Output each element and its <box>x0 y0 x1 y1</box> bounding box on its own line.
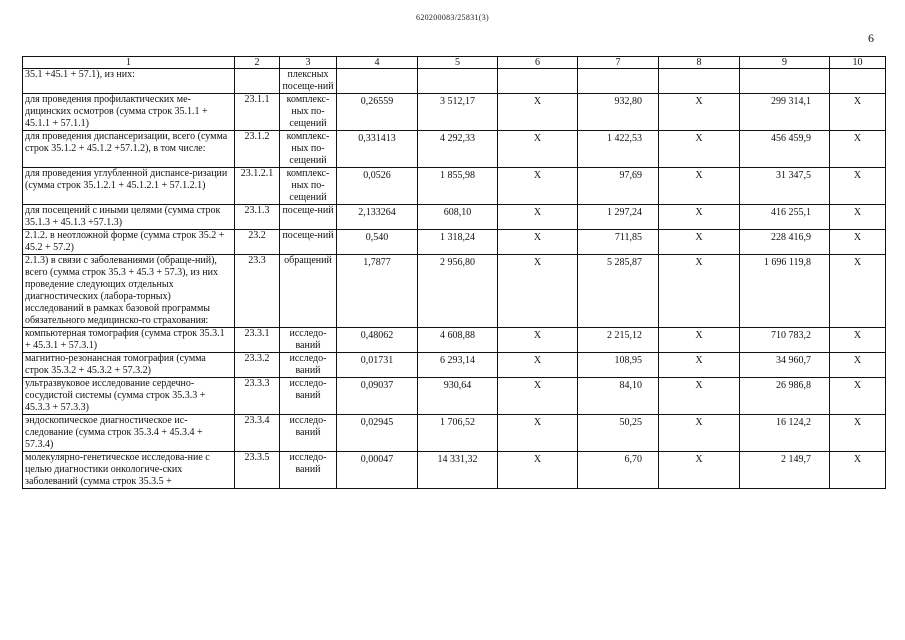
value-cell: 4 292,33 <box>418 131 498 168</box>
value-cell: 456 459,9 <box>740 131 830 168</box>
value-cell: X <box>498 353 578 378</box>
value-cell: X <box>498 328 578 353</box>
table-row <box>23 328 886 353</box>
row-name-cell: ультразвуковое исследование сердечно-сосудистой системы (сумма строк 35.3.3 + 45.3.3 + 57.3.3) <box>23 378 235 415</box>
value-cell: 97,69 <box>578 168 659 205</box>
value-cell: X <box>659 94 740 131</box>
value-cell: X <box>659 255 740 328</box>
value-cell: X <box>830 230 886 255</box>
row-code-cell: 23.3.2 <box>235 353 280 378</box>
value-cell: X <box>830 94 886 131</box>
value-cell: X <box>498 255 578 328</box>
value-cell <box>498 69 578 94</box>
unit-cell: посеще-ний <box>280 230 337 255</box>
row-code-cell: 23.1.2 <box>235 131 280 168</box>
value-cell: X <box>659 378 740 415</box>
column-number: 8 <box>659 57 740 69</box>
table-row <box>23 94 886 131</box>
data-table <box>22 56 886 489</box>
value-cell: 1,7877 <box>337 255 418 328</box>
value-cell: X <box>830 353 886 378</box>
row-name-cell: 2.1.2. в неотложной форме (сумма строк 35.2 + 45.2 + 57.2) <box>23 230 235 255</box>
value-cell: X <box>498 230 578 255</box>
row-name-cell: молекулярно-генетическое исследова-ние с целью диагностики онкологиче-ских заболеваний (сумма строк 35.3.5 + <box>23 452 235 489</box>
value-cell: X <box>659 328 740 353</box>
column-number: 1 <box>23 57 235 69</box>
value-cell: 1 318,24 <box>418 230 498 255</box>
column-number: 9 <box>740 57 830 69</box>
value-cell: 34 960,7 <box>740 353 830 378</box>
row-name-cell: для проведения диспансеризации, всего (сумма строк 35.1.2 + 45.1.2 +57.1.2), в том числе: <box>23 131 235 168</box>
table-row <box>23 131 886 168</box>
value-cell: X <box>498 415 578 452</box>
value-cell: X <box>498 205 578 230</box>
row-name-cell: 35.1 +45.1 + 57.1), из них: <box>23 69 235 94</box>
unit-cell: исследо-ваний <box>280 452 337 489</box>
value-cell: 3 512,17 <box>418 94 498 131</box>
value-cell: 1 706,52 <box>418 415 498 452</box>
row-code-cell <box>235 69 280 94</box>
value-cell: X <box>659 415 740 452</box>
value-cell: X <box>659 452 740 489</box>
row-code-cell: 23.1.3 <box>235 205 280 230</box>
unit-cell: плексных посеще-ний <box>280 69 337 94</box>
value-cell: 0,0526 <box>337 168 418 205</box>
column-number: 10 <box>830 57 886 69</box>
value-cell: 711,85 <box>578 230 659 255</box>
row-code-cell: 23.2 <box>235 230 280 255</box>
table-row <box>23 378 886 415</box>
row-name-cell: компьютерная томография (сумма строк 35.3.1 + 45.3.1 + 57.3.1) <box>23 328 235 353</box>
value-cell: 108,95 <box>578 353 659 378</box>
value-cell: 416 255,1 <box>740 205 830 230</box>
column-number: 7 <box>578 57 659 69</box>
column-number: 3 <box>280 57 337 69</box>
row-code-cell: 23.1.2.1 <box>235 168 280 205</box>
row-name-cell: для проведения профилактических ме-дицинских осмотров (сумма строк 35.1.1 + 45.1.1 + 57.1.1) <box>23 94 235 131</box>
value-cell: 16 124,2 <box>740 415 830 452</box>
row-code-cell: 23.1.1 <box>235 94 280 131</box>
table-row <box>23 230 886 255</box>
value-cell: X <box>498 452 578 489</box>
column-number: 5 <box>418 57 498 69</box>
table-row <box>23 255 886 328</box>
unit-cell: обращений <box>280 255 337 328</box>
value-cell <box>337 69 418 94</box>
row-name-cell: для проведения углубленной диспансе-ризации (сумма строк 35.1.2.1 + 45.1.2.1 + 57.1.2.1) <box>23 168 235 205</box>
row-code-cell: 23.3.5 <box>235 452 280 489</box>
value-cell: 2 215,12 <box>578 328 659 353</box>
value-cell: 26 986,8 <box>740 378 830 415</box>
value-cell: 2 956,80 <box>418 255 498 328</box>
value-cell: X <box>830 255 886 328</box>
value-cell: 2,133264 <box>337 205 418 230</box>
value-cell: X <box>498 378 578 415</box>
value-cell: 0,331413 <box>337 131 418 168</box>
value-cell: 1 422,53 <box>578 131 659 168</box>
unit-cell: комплекс-ных по-сещений <box>280 94 337 131</box>
column-number-row <box>23 57 886 69</box>
row-name-cell: магнитно-резонансная томография (сумма строк 35.3.2 + 45.3.2 + 57.3.2) <box>23 353 235 378</box>
table-row <box>23 452 886 489</box>
value-cell: 299 314,1 <box>740 94 830 131</box>
column-number: 2 <box>235 57 280 69</box>
value-cell: 0,540 <box>337 230 418 255</box>
value-cell: 0,01731 <box>337 353 418 378</box>
row-code-cell: 23.3.1 <box>235 328 280 353</box>
row-name-cell: эндоскопическое диагностическое ис-следование (сумма строк 35.3.4 + 45.3.4 + 57.3.4) <box>23 415 235 452</box>
table-row <box>23 353 886 378</box>
table-row <box>23 205 886 230</box>
value-cell: X <box>498 94 578 131</box>
row-code-cell: 23.3.3 <box>235 378 280 415</box>
value-cell: 930,64 <box>418 378 498 415</box>
value-cell <box>578 69 659 94</box>
unit-cell: посеще-ний <box>280 205 337 230</box>
value-cell: 1 696 119,8 <box>740 255 830 328</box>
unit-cell: комплекс-ных по-сещений <box>280 131 337 168</box>
value-cell: X <box>830 378 886 415</box>
value-cell: X <box>830 328 886 353</box>
row-code-cell: 23.3.4 <box>235 415 280 452</box>
value-cell: 6 293,14 <box>418 353 498 378</box>
value-cell: X <box>830 168 886 205</box>
value-cell: X <box>659 230 740 255</box>
value-cell: 0,26559 <box>337 94 418 131</box>
value-cell: 50,25 <box>578 415 659 452</box>
value-cell: 0,02945 <box>337 415 418 452</box>
value-cell <box>830 69 886 94</box>
value-cell: 6,70 <box>578 452 659 489</box>
value-cell: 1 297,24 <box>578 205 659 230</box>
document-id: 620200083/25831(3) <box>416 13 489 22</box>
row-name-cell: 2.1.3) в связи с заболеваниями (обраще-ний), всего (сумма строк 35.3 + 45.3 + 57.3), из них проведение следующих отдельных диагностических (лабора-торных) исследований в рамках базовой программы обязательного медицинско-го страхования: <box>23 255 235 328</box>
value-cell: X <box>659 353 740 378</box>
value-cell: 14 331,32 <box>418 452 498 489</box>
unit-cell: комплекс-ных по-сещений <box>280 168 337 205</box>
value-cell: X <box>659 131 740 168</box>
row-name-cell: для посещений с иными целями (сумма строк 35.1.3 + 45.1.3 +57.1.3) <box>23 205 235 230</box>
table-row <box>23 168 886 205</box>
unit-cell: исследо-ваний <box>280 328 337 353</box>
value-cell: X <box>498 168 578 205</box>
unit-cell: исследо-ваний <box>280 353 337 378</box>
value-cell: 31 347,5 <box>740 168 830 205</box>
row-code-cell: 23.3 <box>235 255 280 328</box>
value-cell: 608,10 <box>418 205 498 230</box>
value-cell: X <box>830 452 886 489</box>
value-cell: X <box>659 205 740 230</box>
value-cell: 1 855,98 <box>418 168 498 205</box>
unit-cell: исследо-ваний <box>280 415 337 452</box>
value-cell: X <box>830 131 886 168</box>
column-number: 4 <box>337 57 418 69</box>
value-cell: 4 608,88 <box>418 328 498 353</box>
value-cell: 228 416,9 <box>740 230 830 255</box>
value-cell <box>418 69 498 94</box>
value-cell <box>740 69 830 94</box>
value-cell: 2 149,7 <box>740 452 830 489</box>
value-cell: 0,48062 <box>337 328 418 353</box>
table-row <box>23 415 886 452</box>
page-number: 6 <box>868 31 874 45</box>
value-cell: X <box>830 205 886 230</box>
value-cell: 710 783,2 <box>740 328 830 353</box>
value-cell: X <box>498 131 578 168</box>
value-cell: X <box>659 168 740 205</box>
value-cell: 0,09037 <box>337 378 418 415</box>
value-cell: 932,80 <box>578 94 659 131</box>
value-cell: 5 285,87 <box>578 255 659 328</box>
value-cell <box>659 69 740 94</box>
value-cell: 84,10 <box>578 378 659 415</box>
value-cell: X <box>830 415 886 452</box>
value-cell: 0,00047 <box>337 452 418 489</box>
table-row <box>23 69 886 94</box>
column-number: 6 <box>498 57 578 69</box>
unit-cell: исследо-ваний <box>280 378 337 415</box>
